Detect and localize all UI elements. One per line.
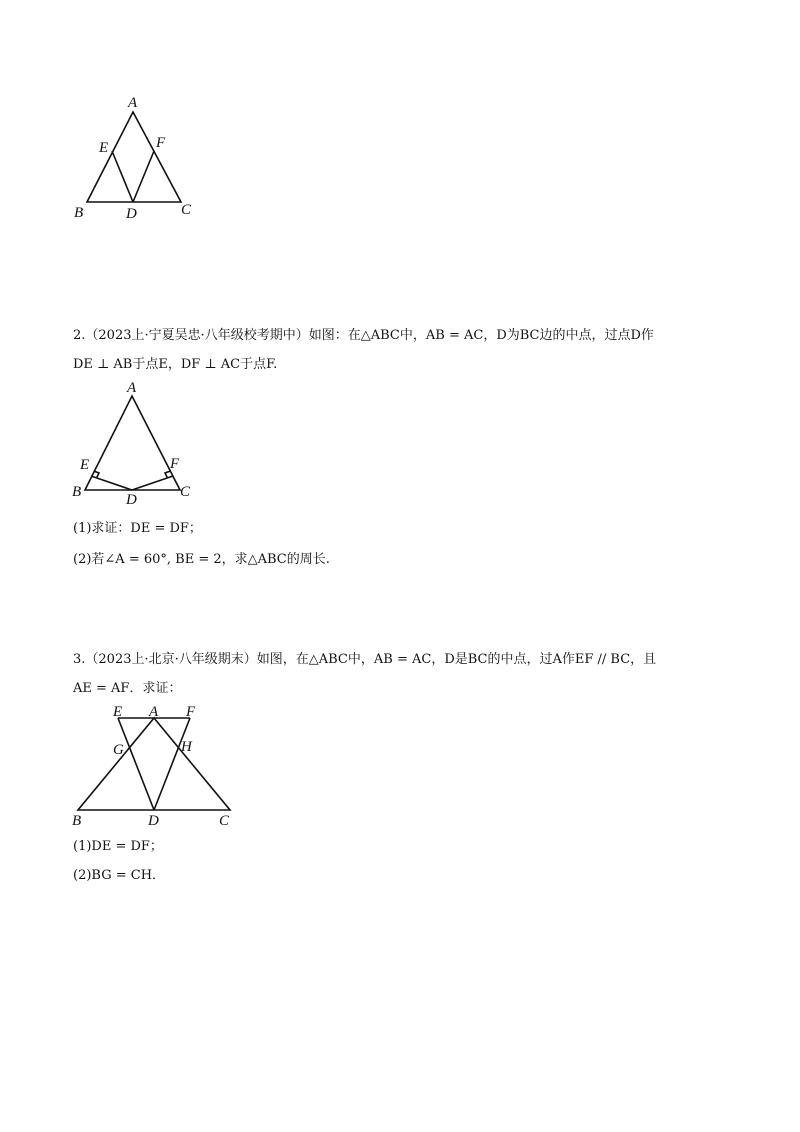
label-b: B — [72, 484, 82, 500]
segment-ed — [112, 151, 133, 202]
label-d: D — [126, 492, 137, 508]
label-a: A — [127, 380, 137, 396]
label-a: A — [149, 704, 159, 720]
label-f: F — [156, 135, 166, 151]
label-b: B — [74, 205, 84, 221]
problem-2-line-2: DE ⊥ AB于点E，DF ⊥ AC于点F. — [73, 357, 278, 372]
label-f: F — [170, 456, 180, 472]
label-c: C — [219, 813, 230, 829]
figure-3-svg — [60, 700, 250, 830]
segment-fd — [154, 718, 190, 810]
problem-3-line-1: 3.（2023上·北京·八年级期末）如图，在△ABC中，AB = AC，D是BC的中点，过A作EF // BC，且 — [73, 652, 657, 667]
problem-3-question-2: (2)BG = CH． — [73, 868, 166, 883]
label-b: B — [72, 813, 82, 829]
label-e: E — [80, 457, 90, 473]
triangle-abc — [87, 112, 181, 202]
figure-1 — [60, 90, 210, 230]
label-c: C — [181, 202, 192, 218]
problem-3-line-2: AE = AF．求证： — [73, 681, 182, 696]
segment-ed — [118, 718, 154, 810]
figure-2 — [60, 380, 210, 508]
triangle-abc — [78, 718, 230, 810]
label-h: H — [181, 739, 192, 755]
segment-fd — [133, 151, 154, 202]
label-c: C — [180, 484, 191, 500]
label-f: F — [186, 704, 196, 720]
problem-2-question-2: (2)若∠A = 60°, BE = 2，求△ABC的周长. — [73, 552, 330, 567]
problem-2-question-1: (1)求证：DE = DF； — [73, 521, 202, 536]
label-e: E — [113, 704, 123, 720]
figure-3 — [60, 700, 250, 830]
problem-3-question-1: (1)DE = DF； — [73, 839, 163, 854]
problem-2-line-1: 2.（2023上·宁夏吴忠·八年级校考期中）如图：在△ABC中，AB = AC，D为BC边的中点，过点D作 — [73, 328, 654, 343]
label-e: E — [99, 140, 109, 156]
label-d: D — [148, 813, 159, 829]
label-g: G — [113, 742, 124, 758]
label-a: A — [128, 95, 138, 111]
figure-2-svg — [60, 380, 210, 508]
figure-1-svg — [60, 90, 210, 230]
label-d: D — [126, 206, 137, 222]
